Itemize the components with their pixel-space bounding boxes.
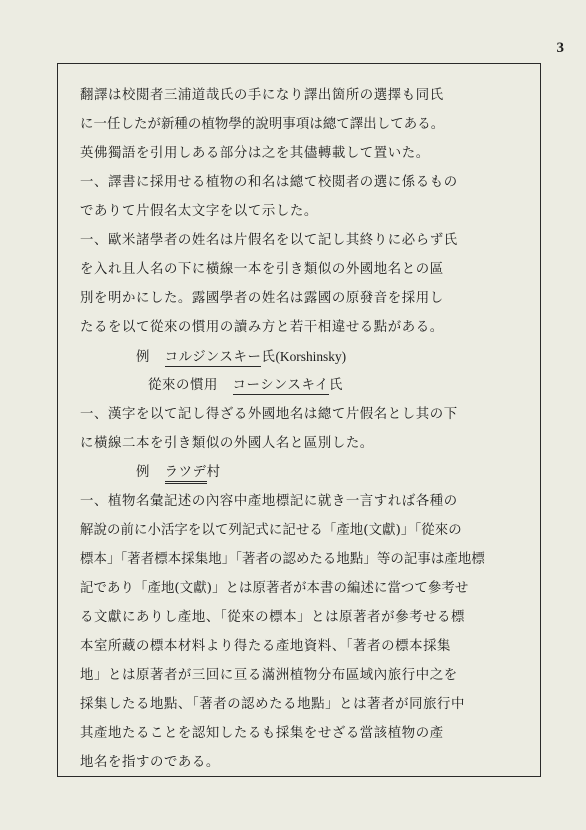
body-line: 翻譯は校閲者三浦道哉氏の手になり譯出箇所の選擇も同氏 (80, 88, 444, 103)
latin-name: (Korshinsky) (275, 349, 347, 364)
body-line: 英佛獨語を引用しある部分は之を其儘轉載して置いた。 (80, 146, 430, 161)
body-line: 解說の前に小活字を以て列記式に記せる「產地(文獻)」「從來の (80, 523, 462, 538)
body-line: 標本」「著者標本採集地」「著者の認めたる地點」等の記事は產地標 (80, 552, 485, 567)
body-line: る文獻にありし產地、「從來の標本」とは原著者が參考せる標 (80, 610, 466, 625)
body-line: 本室所藏の標本材料より得たる產地資料、「著者の標本採集 (80, 639, 452, 654)
body-line: に一任したが新種の植物學的說明事項は總て譯出してある。 (80, 117, 445, 132)
place-name-underlined: ラツデ (165, 465, 207, 484)
body-line: たるを以て從來の慣用の讀み方と若干相違せる點がある。 (80, 320, 444, 335)
body-line: 地」とは原著者が三回に亘る滿洲植物分布區域內旅行中之を (80, 668, 458, 683)
example-line (80, 371, 530, 400)
name-suffix: 村 (206, 465, 221, 480)
body-line: 記であり「產地(文獻)」とは原著者が本書の編述に當つて參考せ (80, 581, 469, 596)
body-line: 地名を指すのである。 (80, 755, 220, 770)
example-line (80, 342, 530, 371)
name-suffix: 氏 (261, 350, 276, 365)
body-line: 一、譯書に採用せる植物の和名は總て校閲者の選に係るもの (80, 175, 458, 190)
body-line: 其產地たることを認知したるも採集をせざる當該植物の產 (80, 726, 444, 741)
body-line: 一、漢字を以て記し得ざる外國地名は總て片假名とし其の下 (80, 407, 458, 422)
person-name-underlined: コーシンスキイ (232, 378, 329, 393)
example-line (80, 458, 530, 487)
example-label: 例 (136, 465, 150, 480)
body-line: に橫線二本を引き類似の外國人名と區別した。 (80, 436, 374, 451)
body-line: 一、歐米諸學者の姓名は片假名を以て記し其終りに必らず氏 (80, 233, 458, 248)
page-number: 3 (556, 40, 564, 56)
name-suffix: 氏 (328, 378, 343, 393)
example-label: 從來の慣用 (148, 378, 218, 393)
body-line: でありて片假名太文字を以て示した。 (80, 204, 318, 219)
body-line: 一、植物名彙記述の內容中產地標記に就き一言すれば各種の (80, 494, 458, 509)
person-name-underlined: コルジンスキー (164, 350, 262, 365)
body-line: 別を明かにした。露國學者の姓名は露國の原發音を採用し (80, 291, 444, 306)
body-line: 採集したる地點、「著者の認めたる地點」とは著者が同旅行中 (80, 697, 466, 712)
body-line: を入れ且人名の下に橫線一本を引き類似の外國地名との區 (80, 262, 444, 277)
text-frame (57, 63, 541, 777)
example-label: 例 (136, 350, 150, 365)
